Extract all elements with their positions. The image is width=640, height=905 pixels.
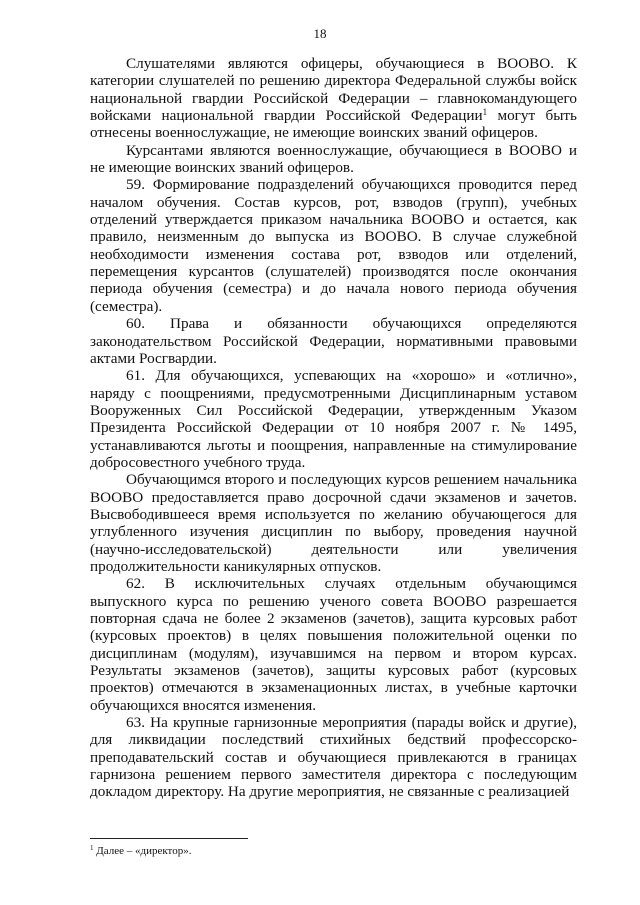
paragraph-text: Слушателями являются офицеры, обучающиеся в ВООВО. К категории слушателей по решению директора Федеральной службы войск национальной гвардии Российской Федерации – главнокомандующего войсками национальной гвардии Российской Федерации	[90, 55, 577, 125]
paragraph-early-exams: Обучающимся второго и последующих курсов решением начальника ВООВО предоставляется право досрочной сдачи экзаменов и зачетов. Высвободившееся время используется по желанию обучающегося для углубленного изучения дисциплин по выбору, проведения научной (научно-исследовательской) деятельности или увеличения продолжительности каникулярных отпусков.	[90, 471, 577, 575]
paragraph-listeners	[90, 55, 577, 142]
paragraph-60: 60. Права и обязанности обучающихся определяются законодательством Российской Федерации, нормативными правовыми актами Росгвардии.	[90, 315, 577, 367]
footnote-reference[interactable]: 1	[482, 107, 488, 118]
document-body	[90, 55, 577, 801]
footnote-text: Далее – «директор».	[93, 845, 192, 857]
paragraph-59: 59. Формирование подразделений обучающихся проводится перед началом обучения. Состав курсов, рот, взводов (групп), учебных отделений утверждается приказом начальника ВООВО и остается, как правило, неизменным до выпуска из ВООВО. В случае служебной необходимости изменения состава рот, взводов или отделений, перемещения курсантов (слушателей) производятся после окончания периода обучения (семестра) и до начала нового периода обучения (семестра).	[90, 176, 577, 315]
paragraph-cadets: Курсантами являются военнослужащие, обучающиеся в ВООВО и не имеющие воинских званий офицеров.	[90, 141, 577, 177]
footnote-divider	[90, 838, 248, 839]
page-number: 18	[313, 26, 327, 41]
paragraph-61: 61. Для обучающихся, успевающих на «хорошо» и «отлично», наряду с поощрениями, предусмотренными Дисциплинарным уставом Вооруженных Сил Российской Федерации, утвержденным Указом Президента Российской Федерации от 10 ноября 2007 г. № 1495, устанавливаются льготы и поощрения, направленные на стимулирование добросовестного учебного труда.	[90, 367, 577, 471]
paragraph-text-tail: могут быть отнесены военнослужащие, не имеющие воинских званий офицеров.	[90, 107, 577, 142]
footnote-mark: 1	[90, 844, 94, 852]
footnote	[90, 845, 191, 857]
paragraph-63: 63. На крупные гарнизонные мероприятия (парады войск и другие), для ликвидации последствий стихийных бедствий профессорско-преподавательский состав и обучающиеся привлекаются в границах гарнизона решением первого заместителя директора с последующим докладом директору. На другие мероприятия, не связанные с реализацией	[90, 714, 577, 801]
paragraph-62: 62. В исключительных случаях отдельным обучающимся выпускного курса по решению ученого совета ВООВО разрешается повторная сдача не более 2 экзаменов (зачетов), защита курсовых работ (курсовых проектов) в целях повышения положительной оценки по дисциплинам (модулям), изучавшимся на первом и втором курсах. Результаты экзаменов (зачетов), защиты курсовых работ (курсовых проектов) отмечаются в экзаменационных листах, в учебные карточки обучающихся вносятся изменения.	[90, 575, 577, 714]
